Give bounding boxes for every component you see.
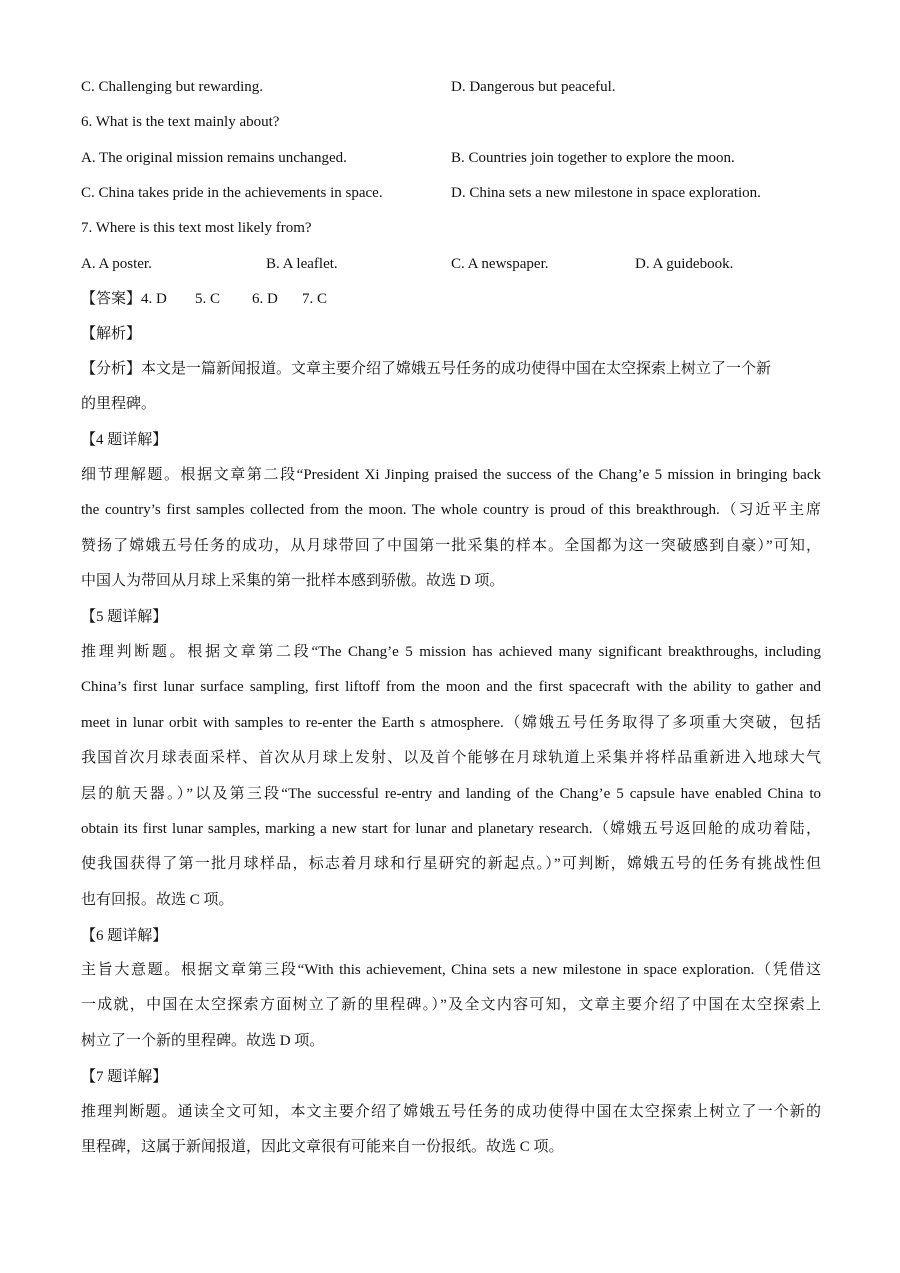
- q6-detail-heading: 【6 题详解】: [81, 928, 168, 944]
- q5-detail-line: 层的航天器。）”以及第三段“The successful re-entry and landing of the Chang’e 5 capsule have enabled China to: [81, 785, 821, 802]
- q5-detail-line: 我国首次月球表面采样、首次从月球上发射、以及首个能够在月球轨道上采集并将样品重新进入地球大气: [81, 750, 821, 767]
- q5-option-d: D. Dangerous but peaceful.: [451, 79, 616, 95]
- q6-detail-line: 一成就，中国在太空探索方面树立了新的里程碑。）”及全文内容可知，文章主要介绍了中国在太空探索上: [81, 997, 821, 1014]
- q7-option-c: C. A newspaper.: [451, 256, 549, 272]
- q4-detail-line: 赞扬了嫦娥五号任务的成功，从月球带回了中国第一批采集的样本。全国都为这一突破感到自豪）”可知，: [81, 537, 821, 554]
- q7-detail-line: 推理判断题。通读全文可知，本文主要介绍了嫦娥五号任务的成功使得中国在太空探索上树立了一个新的: [81, 1104, 821, 1120]
- q5-detail-heading: 【5 题详解】: [81, 609, 168, 625]
- q6-option-a: A. The original mission remains unchanged.: [81, 150, 347, 166]
- q7-detail-line: 里程碑，这属于新闻报道，因此文章很有可能来自一份报纸。故选 C 项。: [81, 1139, 564, 1156]
- q7-option-b: B. A leaflet.: [266, 256, 338, 272]
- q6-detail-body: [81, 953, 821, 1059]
- answer-item: 5. C: [195, 291, 221, 307]
- q7-option-d: D. A guidebook.: [635, 256, 734, 272]
- q5-detail-line: 使我国获得了第一批月球样品，标志着月球和行星研究的新起点。）”可判断，嫦娥五号的任务有挑战性但: [81, 856, 821, 873]
- answer-item: 6. D: [252, 291, 278, 307]
- q6-option-c: C. China takes pride in the achievements in space.: [81, 185, 383, 201]
- q5-detail-line: 也有回报。故选 C 项。: [81, 891, 234, 908]
- summary-line: 【分析】本文是一篇新闻报道。文章主要介绍了嫦娥五号任务的成功使得中国在太空探索上树立了一个新: [81, 361, 772, 377]
- q5-detail-line: 推理判断题。根据文章第二段“The Chang’e 5 mission has achieved many significant breakthroughs, including: [81, 644, 821, 660]
- q6-option-d: D. China sets a new milestone in space exploration.: [451, 185, 761, 201]
- q7-detail-heading: 【7 题详解】: [81, 1069, 168, 1085]
- answer-label: 【答案】: [81, 291, 142, 307]
- q6-detail-line: 树立了一个新的里程碑。故选 D 项。: [81, 1032, 325, 1049]
- summary-line: 的里程碑。: [81, 396, 157, 413]
- q6-option-b: B. Countries join together to explore the moon.: [451, 150, 735, 166]
- q4-detail-heading: 【4 题详解】: [81, 432, 168, 448]
- answer-item: 7. C: [302, 291, 328, 307]
- q6-detail-line: 主旨大意题。根据文章第三段“With this achievement, China sets a new milestone in space exploration.（凭借这: [81, 962, 821, 978]
- analysis-label: 【解析】: [81, 326, 142, 342]
- q7-stem: 7. Where is this text most likely from?: [81, 220, 312, 236]
- answer-item: 4. D: [141, 291, 167, 307]
- q6-stem: 6. What is the text mainly about?: [81, 114, 280, 130]
- q5-detail-body: [81, 635, 821, 918]
- q4-detail-line: 细节理解题。根据文章第二段“President Xi Jinping praised the success of the Chang’e 5 mission in bringing back: [81, 467, 821, 483]
- q5-detail-line: meet in lunar orbit with samples to re-enter the Earth s atmosphere.（嫦娥五号任务取得了多项重大突破，包括: [81, 714, 821, 731]
- q4-detail-line: 中国人为带回从月球上采集的第一批样本感到骄傲。故选 D 项。: [81, 573, 505, 590]
- q5-option-c: C. Challenging but rewarding.: [81, 79, 264, 95]
- q7-option-a: A. A poster.: [81, 256, 152, 272]
- q5-detail-line: China’s first lunar surface sampling, first liftoff from the moon and the first spacecraft with the ability to gather and: [81, 679, 821, 696]
- q7-detail-body: [81, 1095, 821, 1166]
- analysis-summary: [81, 352, 821, 423]
- q5-detail-line: obtain its first lunar samples, marking a new start for lunar and planetary research.（嫦娥五号返回舱的成功着陆，: [81, 821, 821, 838]
- q4-detail-body: [81, 458, 821, 600]
- answer-key: [81, 289, 327, 309]
- q4-detail-line: the country’s first samples collected from the moon. The whole country is proud of this breakthrough.（习近平主席: [81, 502, 821, 519]
